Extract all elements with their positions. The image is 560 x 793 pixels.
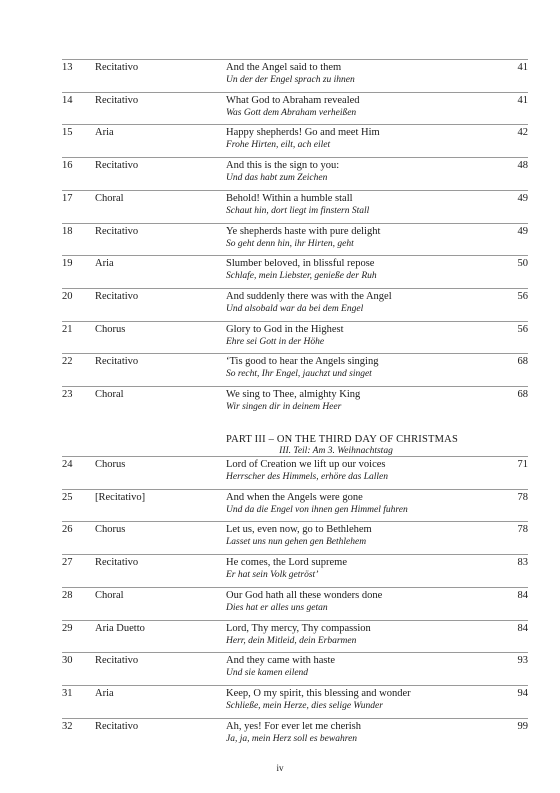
entry-movement-type: Recitativo [95, 62, 139, 73]
contents-entry [0, 157, 560, 189]
entry-page-number: 49 [517, 192, 528, 204]
entry-number: 26 [62, 524, 73, 536]
entry-page-number: 50 [517, 258, 528, 270]
entry-page-number: 94 [517, 687, 528, 699]
contents-entry [0, 386, 560, 418]
divider-rule [62, 92, 528, 93]
entry-movement-type: Choral [95, 589, 124, 601]
entry-english-title: What God to Abraham revealed [226, 94, 360, 106]
divider-rule [62, 190, 528, 191]
entry-german-title: Dies hat er alles uns getan [226, 602, 328, 613]
divider-rule [62, 288, 528, 289]
entry-english-title: Our God hath all these wonders done [226, 589, 383, 601]
divider-rule [62, 386, 528, 387]
entry-movement-type: Chorus [95, 524, 126, 536]
entry-number: 25 [62, 491, 73, 503]
divider-rule [62, 521, 528, 522]
entry-english-title: Behold! Within a humble stall [226, 192, 353, 204]
entry-german-title: Ehre sei Gott in der Höhe [226, 336, 325, 347]
entry-number: 24 [62, 459, 73, 470]
contents-entry [0, 718, 560, 750]
contents-entry [0, 554, 560, 586]
entry-number: 28 [62, 589, 73, 601]
entry-movement-type: [Recitativo] [95, 491, 146, 503]
entry-german-title: Schlafe, mein Liebster, genieße der Ruh [226, 271, 377, 282]
entry-number: 17 [62, 192, 73, 204]
entry-number: 21 [62, 323, 73, 335]
entry-german-title: Er hat sein Volk getröst’ [226, 570, 319, 581]
entry-page-number: 84 [517, 622, 528, 634]
entry-german-title: Un der der Engel sprach zu ihnen [226, 75, 355, 85]
entry-number: 19 [62, 258, 73, 270]
entry-page-number: 71 [517, 459, 528, 470]
entry-german-title: Lasset uns nun gehen gen Bethlehem [226, 537, 367, 548]
entry-number: 15 [62, 127, 73, 139]
divider-rule [62, 255, 528, 256]
entry-page-number: 48 [517, 160, 528, 172]
divider-rule [62, 587, 528, 588]
contents-entry [0, 59, 560, 91]
entry-german-title: Ja, ja, mein Herz soll es bewahren [226, 733, 358, 744]
divider-rule [62, 489, 528, 490]
entry-page-number: 49 [517, 225, 528, 237]
entry-movement-type: Recitativo [95, 225, 139, 237]
entry-number: 16 [62, 160, 73, 172]
contents-entry [0, 652, 560, 684]
contents-entry [0, 489, 560, 521]
part-subtitle: III. Teil: Am 3. Weihnachtstag [279, 446, 393, 456]
entry-page-number: 56 [517, 290, 528, 302]
entry-german-title: So geht denn hin, ihr Hirten, geht [226, 238, 354, 249]
entry-movement-type: Recitativo [95, 160, 139, 172]
entry-german-title: Schaut hin, dort liegt im finstern Stall [226, 205, 370, 216]
divider-rule [62, 652, 528, 653]
entry-german-title: Und alsobald war da bei dem Engel [226, 303, 364, 314]
divider-rule [62, 353, 528, 354]
divider-rule [62, 124, 528, 125]
entry-english-title: And this is the sign to you: [226, 160, 340, 172]
entry-movement-type: Aria [95, 687, 114, 699]
contents-entry [0, 255, 560, 287]
entry-movement-type: Aria [95, 258, 114, 270]
entry-english-title: Slumber beloved, in blissful repose [226, 258, 375, 270]
entry-number: 23 [62, 389, 73, 400]
entry-english-title: Happy shepherds! Go and meet Him [226, 127, 380, 139]
entry-page-number: 99 [517, 720, 528, 732]
part-title: PART III – ON THE THIRD DAY OF CHRISTMAS [226, 434, 458, 445]
entry-english-title: Let us, even now, go to Bethlehem [226, 524, 372, 536]
entry-english-title: Glory to God in the Highest [226, 323, 344, 335]
divider-rule [62, 456, 528, 457]
entry-english-title: And they came with haste [226, 655, 336, 667]
entry-english-title: Ah, yes! For ever let me cherish [226, 720, 361, 732]
entry-german-title: Und das habt zum Zeichen [226, 173, 328, 184]
entry-german-title: Wir singen dir in deinem Heer [226, 402, 342, 412]
entry-number: 32 [62, 720, 73, 732]
divider-rule [62, 157, 528, 158]
divider-rule [62, 620, 528, 621]
contents-entry [0, 521, 560, 553]
entry-english-title: He comes, the Lord supreme [226, 557, 348, 569]
entry-german-title: So recht, Ihr Engel, jauchzt und singet [226, 369, 372, 380]
entry-number: 29 [62, 622, 73, 634]
divider-rule [62, 554, 528, 555]
divider-rule [62, 59, 528, 60]
page-number: iv [276, 763, 284, 773]
entry-page-number: 42 [517, 127, 528, 139]
contents-entry [0, 124, 560, 156]
entry-page-number: 41 [517, 94, 528, 106]
entry-movement-type: Recitativo [95, 655, 139, 667]
divider-rule [62, 685, 528, 686]
entry-movement-type: Aria Duetto [95, 622, 145, 634]
entry-movement-type: Recitativo [95, 720, 139, 732]
entry-number: 22 [62, 356, 73, 368]
entry-page-number: 41 [517, 62, 528, 73]
entry-english-title: And the Angel said to them [226, 62, 342, 73]
contents-entry [0, 190, 560, 222]
entry-movement-type: Aria [95, 127, 114, 139]
entry-page-number: 56 [517, 323, 528, 335]
entry-page-number: 78 [517, 491, 528, 503]
entry-movement-type: Recitativo [95, 356, 139, 368]
divider-rule [62, 223, 528, 224]
contents-entry [0, 685, 560, 717]
entry-movement-type: Chorus [95, 323, 126, 335]
entry-movement-type: Recitativo [95, 290, 139, 302]
contents-entry [0, 353, 560, 385]
entry-movement-type: Recitativo [95, 94, 139, 106]
entry-page-number: 83 [517, 557, 528, 569]
entry-english-title: Lord, Thy mercy, Thy compassion [226, 622, 371, 634]
entry-page-number: 93 [517, 655, 528, 667]
entry-page-number: 84 [517, 589, 528, 601]
entry-movement-type: Choral [95, 192, 124, 204]
entry-english-title: Lord of Creation we lift up our voices [226, 459, 386, 470]
entry-german-title: Schließe, mein Herze, dies selige Wunder [226, 700, 383, 711]
contents-entry [0, 288, 560, 320]
entry-german-title: Herrscher des Himmels, erhöre das Lallen [226, 472, 389, 482]
entry-german-title: Was Gott dem Abraham verheißen [226, 107, 357, 118]
contents-entry [0, 456, 560, 488]
entry-german-title: Und sie kamen eilend [226, 668, 309, 679]
contents-entry [0, 587, 560, 619]
contents-entry [0, 321, 560, 353]
entry-number: 30 [62, 655, 73, 667]
entry-movement-type: Recitativo [95, 557, 139, 569]
entry-german-title: Herr, dein Mitleid, dein Erbarmen [226, 635, 357, 646]
entry-number: 14 [62, 94, 73, 106]
entry-movement-type: Chorus [95, 459, 126, 470]
part-heading [226, 434, 458, 456]
entry-english-title: And suddenly there was with the Angel [226, 290, 392, 302]
entry-english-title: We sing to Thee, almighty King [226, 389, 361, 400]
entry-german-title: Und da die Engel von ihnen gen Himmel fuhren [226, 504, 408, 515]
entry-german-title: Frohe Hirten, eilt, ach eilet [226, 140, 331, 151]
entry-number: 27 [62, 557, 73, 569]
entry-number: 13 [62, 62, 73, 73]
entry-page-number: 78 [517, 524, 528, 536]
entry-english-title: And when the Angels were gone [226, 491, 363, 503]
entry-movement-type: Choral [95, 389, 124, 400]
entry-number: 31 [62, 687, 73, 699]
divider-rule [62, 321, 528, 322]
entry-english-title: Ye shepherds haste with pure delight [226, 225, 381, 237]
entry-number: 20 [62, 290, 73, 302]
contents-entry [0, 620, 560, 652]
divider-rule [62, 718, 528, 719]
entry-page-number: 68 [517, 389, 528, 400]
entry-page-number: 68 [517, 356, 528, 368]
entry-english-title: Keep, O my spirit, this blessing and wonder [226, 687, 411, 699]
contents-entry [0, 223, 560, 255]
contents-entry [0, 92, 560, 124]
entry-number: 18 [62, 225, 73, 237]
entry-english-title: ‘Tis good to hear the Angels singing [226, 356, 379, 368]
